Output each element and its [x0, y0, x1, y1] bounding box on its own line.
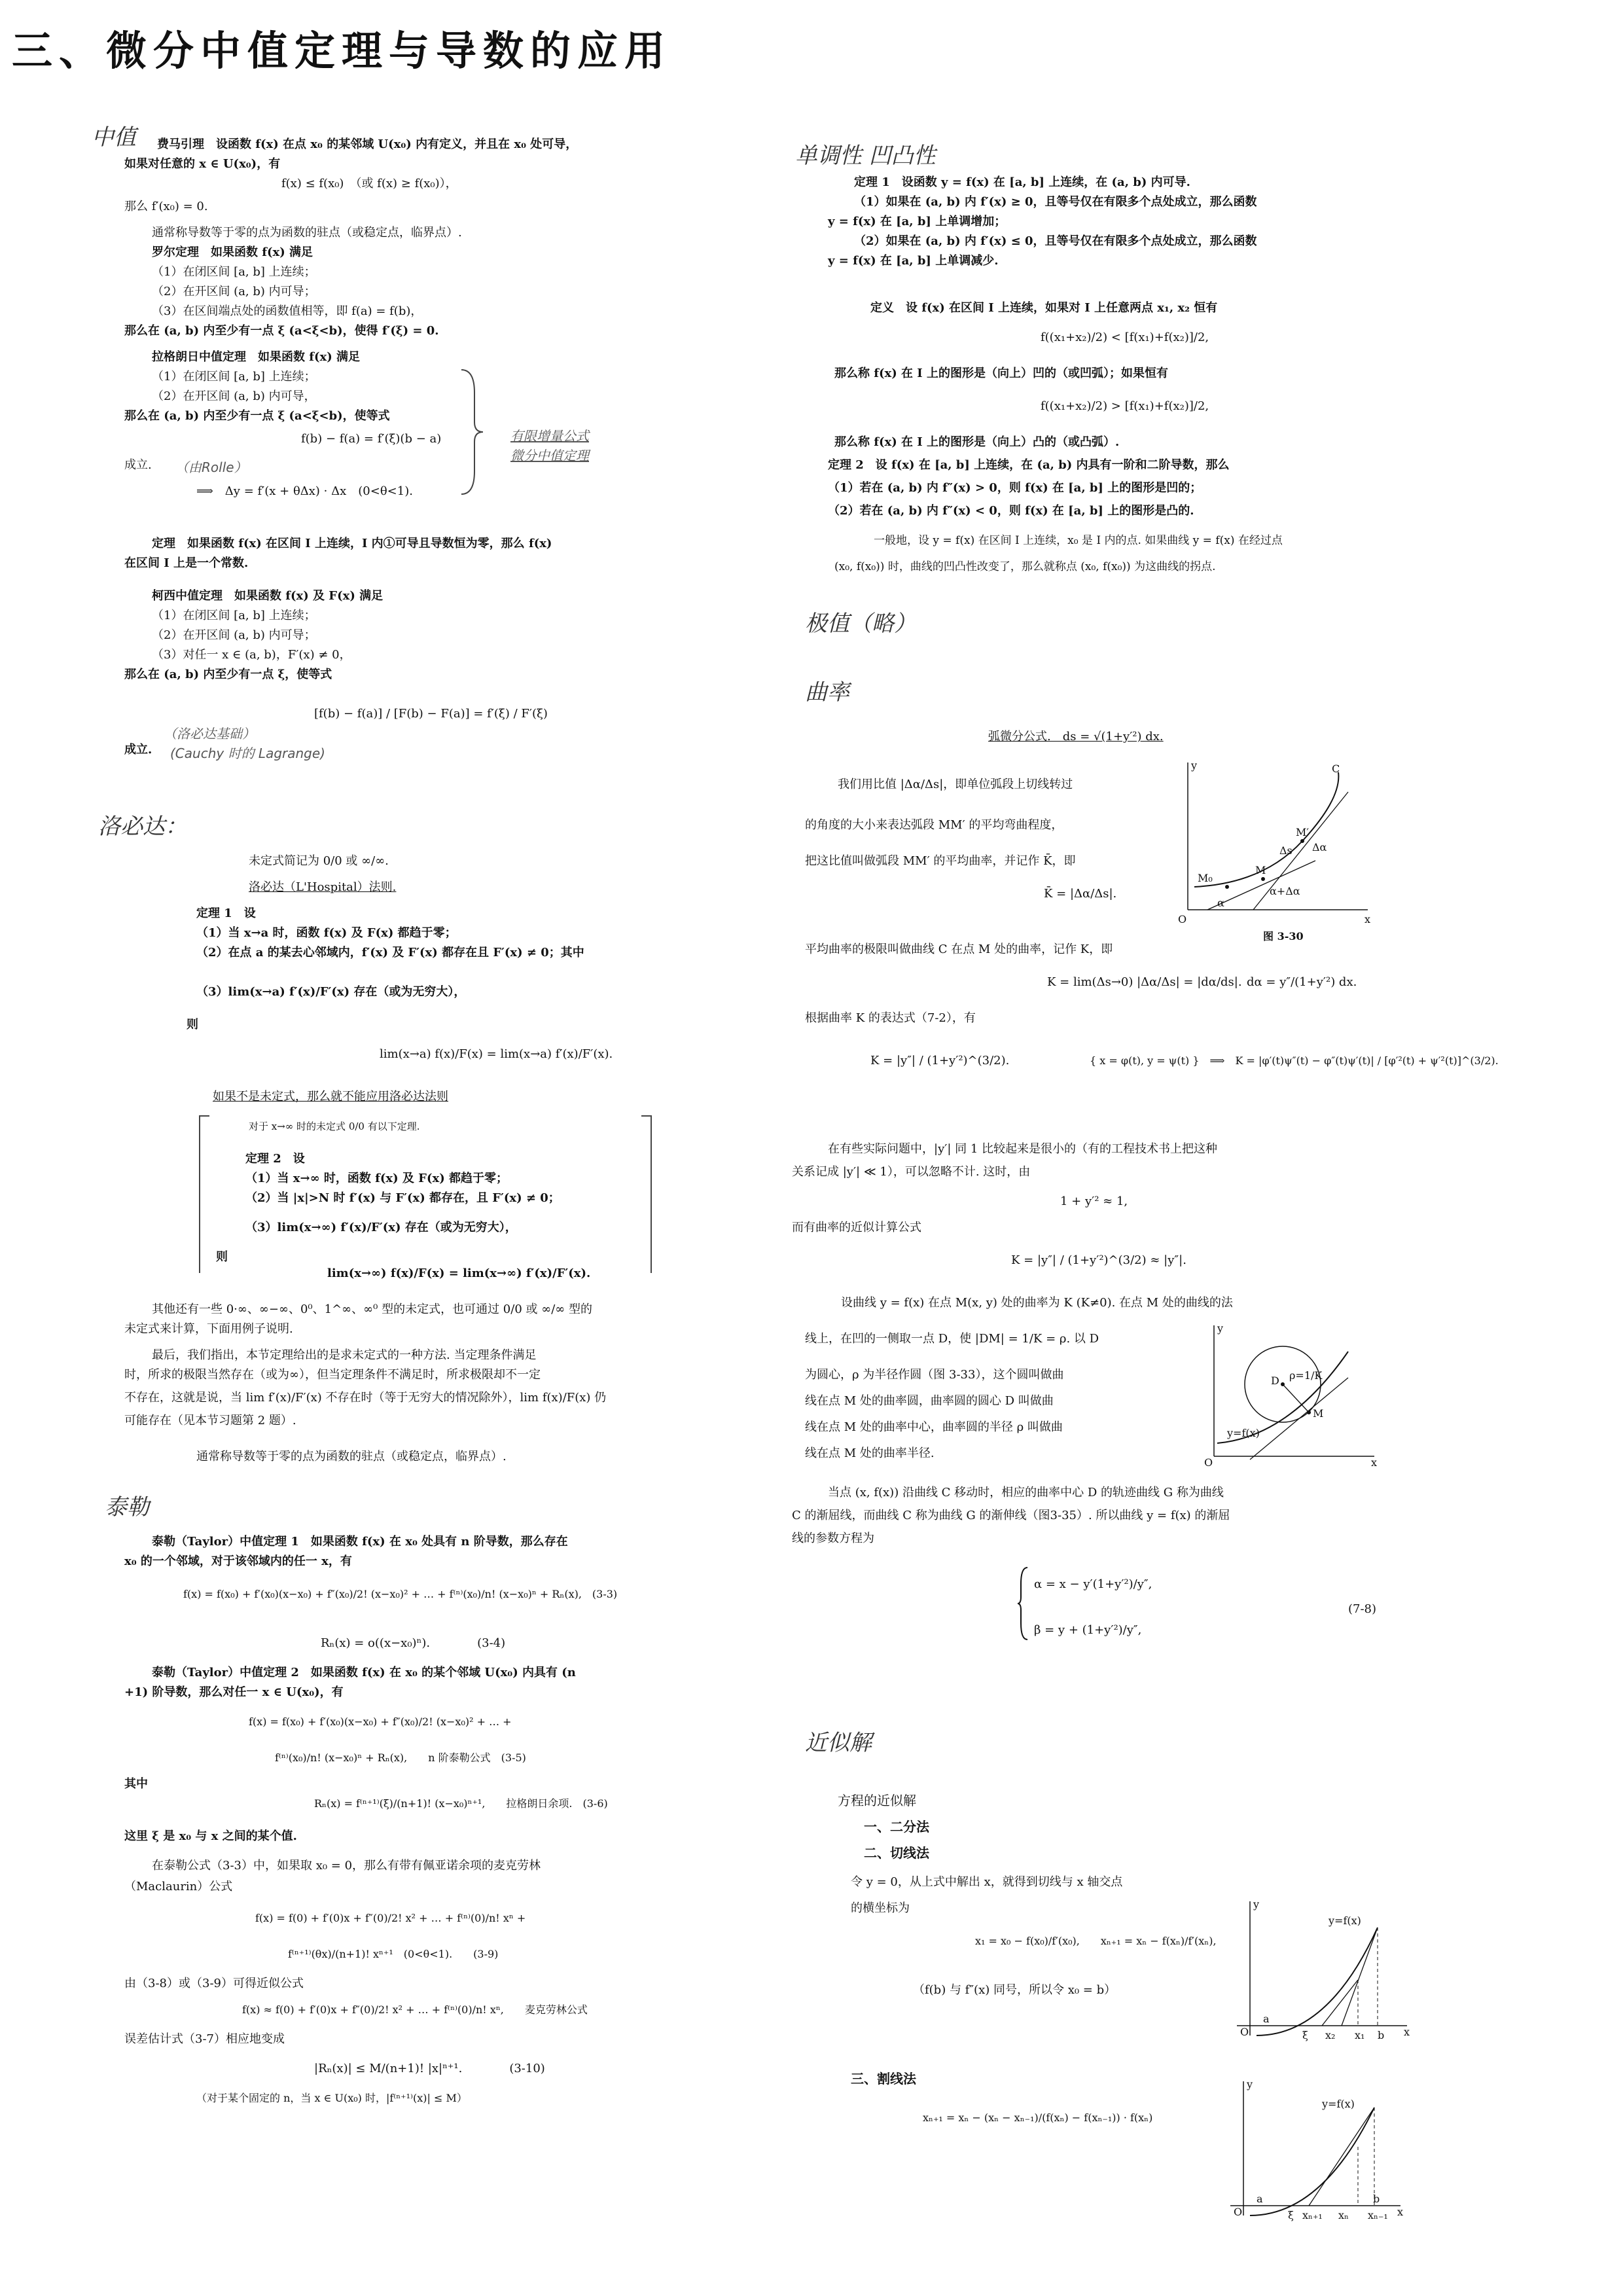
- lagrange-line: （1）在闭区间 [a, b] 上连续；: [152, 370, 316, 384]
- handwritten-note-youxian2: 微分中值定理: [510, 448, 589, 463]
- evolute-line: 当点 (x, f(x)) 沿曲线 C 移动时，相应的曲率中心 D 的轨迹曲线 G 称为曲线: [828, 1486, 1224, 1499]
- approx-heading: 一、二分法: [864, 1819, 929, 1835]
- monotone-line: （2）如果在 (a, b) 内 f′(x) ≤ 0，且等号仅在有限多个点处成立，那么函数: [854, 234, 1257, 248]
- fig-newton-yfx: y=f(x): [1329, 1914, 1361, 1927]
- fig-secant-a: a: [1257, 2193, 1263, 2205]
- cauchy-line: （2）在开区间 (a, b) 内可导；: [152, 628, 316, 642]
- figure-3-30: [1171, 756, 1381, 926]
- handwritten-note-jizhi: 极值（略）: [805, 611, 916, 637]
- curvature-line: 为圆心，ρ 为半径作圆（图 3-33），这个圆叫做曲: [805, 1368, 1064, 1382]
- taylor-formula: f⁽ⁿ⁺¹⁾(θx)/(n+1)! xⁿ⁺¹ (0<θ<1). (3-9): [288, 1948, 499, 1960]
- taylor-formula: f(x) = f(x₀) + f′(x₀)(x−x₀) + f″(x₀)/2! (x−x₀)² + … +: [249, 1715, 512, 1728]
- fig330-c: C: [1332, 762, 1340, 775]
- taylor-formula: f(x) ≈ f(0) + f′(0)x + f″(0)/2! x² + … + f⁽ⁿ⁾(0)/n! xⁿ, 麦克劳林公式: [242, 2003, 588, 2016]
- monotone-line: y = f(x) 在 [a, b] 上单调减少.: [828, 254, 999, 268]
- lhospital-line: 定理 1 设: [196, 906, 256, 920]
- taylor-formula: Rₙ(x) = o((x−x₀)ⁿ). (3-4): [321, 1636, 506, 1650]
- fig330-x: x: [1364, 913, 1371, 925]
- fig333-y: y: [1217, 1322, 1224, 1335]
- lagrange-line: 成立.: [124, 458, 152, 472]
- convex-line: （2）若在 (a, b) 内 f″(x) < 0，则 f(x) 在 [a, b] 上的图形是凸的.: [828, 504, 1194, 518]
- fig333-o: O: [1204, 1456, 1213, 1469]
- approx-heading: 方程的近似解: [838, 1793, 916, 1808]
- approx-formula: xₙ₊₁ = xₙ − (xₙ − xₙ₋₁)/(f(xₙ) − f(xₙ₋₁)) · f(xₙ): [923, 2111, 1153, 2124]
- fig330-alpha: α: [1217, 897, 1224, 909]
- lagrange-line: （2）在开区间 (a, b) 内可导，: [152, 389, 316, 403]
- taylor-line: 由（3-8）或（3-9）可得近似公式: [124, 1977, 304, 1990]
- curvature-line: 把这比值叫做弧段 MM′ 的平均曲率，并记作 K̄，即: [805, 854, 1076, 868]
- taylor-formula: f⁽ⁿ⁾(x₀)/n! (x−x₀)ⁿ + Rₙ(x), n 阶泰勒公式 (3-5): [275, 1751, 526, 1764]
- cauchy-line: 柯西中值定理 如果函数 f(x) 及 F(x) 满足: [152, 589, 383, 603]
- curvature-line: 平均曲率的极限叫做曲线 C 在点 M 处的曲率，记作 K，即: [805, 942, 1113, 956]
- lhospital-line: （3）lim(x→a) f′(x)/F′(x) 存在（或为无穷大），: [196, 985, 466, 999]
- convex-line: 那么称 f(x) 在 I 上的图形是（向上）凹的（或凹弧）；如果恒有: [834, 367, 1168, 380]
- lhospital-line: 如果不是未定式，那么就不能应用洛必达法则: [213, 1090, 448, 1103]
- curvature-formula: K = lim(Δs→0) |Δα/Δs| = |dα/ds|.: [1047, 975, 1242, 989]
- taylor-line: 泰勒（Taylor）中值定理 1 如果函数 f(x) 在 x₀ 处具有 n 阶导数，那么存在: [152, 1535, 568, 1549]
- rolle-line: 那么在 (a, b) 内至少有一点 ξ (a<ξ<b)，使得 f′(ξ) = 0.: [124, 324, 439, 338]
- fig330-ds: Δs: [1279, 844, 1293, 857]
- taylor-line: （对于某个固定的 n，当 x ∈ U(x₀) 时，|f⁽ⁿ⁺¹⁾(x)| ≤ M）: [196, 2092, 467, 2104]
- lhospital-line: （2）在点 a 的某去心邻域内，f′(x) 及 F′(x) 都存在且 F′(x) ≠ 0；其中: [196, 946, 584, 960]
- other-forms-line: 不存在，这就是说，当 lim f′(x)/F′(x) 不存在时（等于无穷大的情况除外），lim f(x)/F(x) 仍: [124, 1391, 607, 1405]
- fig-newton-xi: ξ: [1302, 2029, 1308, 2041]
- curvature-line: 线上，在凹的一侧取一点 D，使 |DM| = 1/K = ρ. 以 D: [805, 1332, 1099, 1346]
- fig330-da: Δα: [1312, 841, 1327, 853]
- fig333-x: x: [1371, 1456, 1378, 1469]
- cauchy-formula: [f(b) − f(a)] / [F(b) − F(a)] = f′(ξ) / F′(ξ): [314, 707, 548, 721]
- curvature-formula: K̄ = |Δα/Δs|.: [1044, 887, 1117, 901]
- fig-secant-xi: ξ: [1288, 2209, 1294, 2221]
- fig333-m: M: [1313, 1407, 1324, 1420]
- lhospital-line: （1）当 x→a 时，函数 f(x) 及 F(x) 都趋于零；: [196, 926, 457, 940]
- fig-secant-b: b: [1373, 2193, 1380, 2205]
- lhospital-line: 未定式简记为 0/0 或 ∞/∞.: [249, 854, 389, 868]
- fig-newton-x2: x₂: [1325, 2029, 1336, 2041]
- evolute-formula: α = x − y′(1+y′²)/y″,: [1034, 1577, 1152, 1591]
- fig333-d: D: [1271, 1374, 1279, 1387]
- rolle-line: （1）在闭区间 [a, b] 上连续；: [152, 265, 316, 279]
- other-forms-line: 时，所求的极限当然存在（或为∞），但当定理条件不满足时，所求极限却不一定: [124, 1368, 541, 1382]
- taylor-formula: f(x) = f(x₀) + f′(x₀)(x−x₀) + f″(x₀)/2! (x−x₀)² + … + f⁽ⁿ⁾(x₀)/n! (x−x₀)ⁿ + Rₙ(x), (3-3): [183, 1588, 618, 1600]
- convex-line: 那么称 f(x) 在 I 上的图形是（向上）凸的（或凸弧）.: [834, 435, 1120, 449]
- fig330-m: M: [1255, 864, 1266, 876]
- curvature-line: 线在点 M 处的曲率半径.: [805, 1446, 935, 1460]
- taylor-line: 其中: [124, 1777, 148, 1791]
- fermat-line: 费马引理 设函数 f(x) 在点 x₀ 的某邻域 U(x₀) 内有定义，并且在 x₀ 处可导，: [157, 137, 578, 151]
- taylor-formula: f(x) = f(0) + f′(0)x + f″(0)/2! x² + … + f⁽ⁿ⁾(0)/n! xⁿ +: [255, 1912, 526, 1924]
- fermat-line: 如果对任意的 x ∈ U(x₀)，有: [124, 157, 281, 171]
- other-forms-line: 其他还有一些 0·∞、∞−∞、0⁰、1^∞、∞⁰ 型的未定式，也可通过 0/0 或 ∞/∞ 型的: [152, 1302, 592, 1316]
- lhospital-line: 定理 2 设: [245, 1152, 305, 1166]
- other-forms-line: 未定式来计算，下面用例子说明.: [124, 1322, 293, 1336]
- lagrange-increment: ⟹ Δy = f′(x + θΔx) · Δx (0<θ<1).: [196, 484, 413, 498]
- other-forms-line: 可能存在（见本节习题第 2 题）.: [124, 1414, 296, 1427]
- handwritten-note-jinsi: 近似解: [805, 1730, 872, 1756]
- lhospital-line: 洛必达（L'Hospital）法则.: [249, 880, 397, 894]
- handwritten-note-dandiao: 单调性 凹凸性: [795, 143, 936, 169]
- taylor-line: +1) 阶导数，那么对任一 x ∈ U(x₀)，有: [124, 1685, 344, 1699]
- curvature-line: 根据曲率 K 的表达式（7-2），有: [805, 1011, 976, 1025]
- fig-newton-b: b: [1378, 2029, 1385, 2041]
- lagrange-formula: f(b) − f(a) = f′(ξ)(b − a): [301, 432, 442, 446]
- convex-line: 定义 设 f(x) 在区间 I 上连续，如果对 I 上任意两点 x₁, x₂ 恒有: [870, 301, 1218, 315]
- taylor-formula: |Rₙ(x)| ≤ M/(n+1)! |x|ⁿ⁺¹. (3-10): [314, 2062, 545, 2075]
- evolute-line: C 的渐屈线，而曲线 C 称为曲线 G 的渐伸线（图3-35）. 所以曲线 y = f(x) 的渐屈: [792, 1509, 1230, 1522]
- handwritten-note-cauchy2: (Cauchy 时的 Lagrange): [170, 745, 325, 761]
- approx-line: （f(b) 与 f″(x) 同号，所以令 x₀ = b）: [913, 1983, 1116, 1997]
- fermat-line: 那么 f′(x₀) = 0.: [124, 200, 208, 213]
- other-forms-line: 通常称导数等于零的点为函数的驻点（或稳定点，临界点）.: [196, 1450, 507, 1463]
- monotone-line: 定理 1 设函数 y = f(x) 在 [a, b] 上连续，在 (a, b) 内可导.: [854, 175, 1190, 189]
- convex-formula: f((x₁+x₂)/2) < [f(x₁)+f(x₂)]/2,: [1041, 331, 1209, 344]
- taylor-line: 泰勒（Taylor）中值定理 2 如果函数 f(x) 在 x₀ 的某个邻域 U(x₀) 内具有 (n: [152, 1666, 576, 1679]
- curvature-line: 设曲线 y = f(x) 在点 M(x, y) 处的曲率为 K (K≠0). 在点 M 处的曲线的法: [841, 1296, 1233, 1310]
- fig-newton-x1: x₁: [1355, 2029, 1365, 2041]
- const-theorem-line: 定理 如果函数 f(x) 在区间 I 上连续，I 内①可导且导数恒为零，那么 f(x): [152, 537, 552, 550]
- cauchy-line: （1）在闭区间 [a, b] 上连续；: [152, 609, 316, 622]
- handwritten-note-luobida: 洛必达：: [98, 814, 187, 840]
- convex-line: (x₀, f(x₀)) 时，曲线的凹凸性改变了，那么就称点 (x₀, f(x₀)) 为这曲线的拐点.: [834, 560, 1216, 573]
- monotone-line: y = f(x) 在 [a, b] 上单调增加；: [828, 215, 1007, 228]
- fig333-yfx: y=f(x): [1227, 1427, 1260, 1439]
- curvature-formula: 1 + y′² ≈ 1,: [1060, 1194, 1128, 1208]
- fig333-rho: ρ=1/K: [1289, 1369, 1323, 1382]
- curvature-line: 我们用比值 |Δα/Δs|，即单位弧段上切线转过: [838, 778, 1073, 791]
- curvature-line: 而有曲率的近似计算公式: [792, 1221, 921, 1234]
- curvature-formula: K = |y″| / (1+y′²)^(3/2) ≈ |y″|.: [1011, 1253, 1186, 1267]
- curvature-line: 在有些实际问题中，|y′| 同 1 比较起来是很小的（有的工程技术书上把这种: [828, 1142, 1217, 1156]
- lagrange-line: 拉格朗日中值定理 如果函数 f(x) 满足: [152, 350, 361, 364]
- fig-secant-xnm1: xₙ₋₁: [1368, 2209, 1388, 2221]
- figure-3-33: [1198, 1319, 1387, 1469]
- other-forms-line: 最后，我们指出，本节定理给出的是求未定式的一种方法. 当定理条件满足: [152, 1348, 537, 1362]
- fermat-formula: f(x) ≤ f(x₀) （或 f(x) ≥ f(x₀)），: [281, 177, 457, 190]
- handwritten-note-cauchy1: （洛必达基础）: [164, 726, 255, 742]
- lhospital-line: （2）当 |x|>N 时 f′(x) 与 F′(x) 都存在，且 F′(x) ≠ 0；: [245, 1191, 560, 1205]
- cauchy-line: 成立.: [124, 743, 152, 757]
- curvature-formula: { x = φ(t), y = ψ(t) } ⟹ K = |φ′(t)ψ″(t) − φ″(t)ψ′(t)| / [φ′²(t) + ψ′²(t)]^(3/2).: [1090, 1054, 1499, 1067]
- fig330-m0: M₀: [1198, 872, 1213, 884]
- taylor-line: 误差估计式（3-7）相应地变成: [124, 2032, 285, 2046]
- fig-secant-xn1: xₙ₊₁: [1302, 2209, 1323, 2221]
- curvature-line: 关系记成 |y′| ≪ 1），可以忽略不计. 这时，由: [792, 1165, 1031, 1179]
- fig-newton-a: a: [1263, 2013, 1270, 2025]
- curvature-line: 线在点 M 处的曲率圆，曲率圆的圆心 D 叫做曲: [805, 1394, 1054, 1408]
- figure-3-30-caption: 图 3-30: [1263, 930, 1304, 942]
- convex-line: （1）若在 (a, b) 内 f″(x) > 0，则 f(x) 在 [a, b] 上的图形是凹的；: [828, 481, 1202, 495]
- lhospital-line: （1）当 x→∞ 时，函数 f(x) 及 F(x) 都趋于零；: [245, 1172, 508, 1185]
- taylor-line: 在泰勒公式（3-3）中，如果取 x₀ = 0，那么有带有佩亚诺余项的麦克劳林: [152, 1859, 541, 1873]
- monotone-line: （1）如果在 (a, b) 内 f′(x) ≥ 0，且等号仅在有限多个点处成立，那么函数: [854, 195, 1257, 209]
- evolute-eq-number: (7-8): [1348, 1602, 1377, 1616]
- fig-secant-o: O: [1234, 2206, 1243, 2218]
- lhospital-line: 则: [187, 1018, 198, 1031]
- lhospital-formula: lim(x→∞) f(x)/F(x) = lim(x→∞) f′(x)/F′(x).: [327, 1266, 591, 1280]
- rolle-line: 罗尔定理 如果函数 f(x) 满足: [152, 245, 313, 259]
- curvature-line: 的角度的大小来表达弧段 MM′ 的平均弯曲程度，: [805, 818, 1063, 832]
- taylor-line: （Maclaurin）公式: [124, 1880, 233, 1893]
- approx-heading: 三、割线法: [851, 2071, 916, 2087]
- fig330-y: y: [1191, 759, 1198, 772]
- page-title: 三、微分中值定理与导数的应用: [12, 27, 672, 75]
- convex-line: 定理 2 设 f(x) 在 [a, b] 上连续，在 (a, b) 内具有一阶和二阶导数，那么: [828, 458, 1230, 472]
- fig-newton-o: O: [1240, 2026, 1249, 2038]
- convex-formula: f((x₁+x₂)/2) > [f(x₁)+f(x₂)]/2,: [1041, 399, 1209, 413]
- fig-secant-x: x: [1397, 2206, 1404, 2218]
- lhospital-line: 则: [216, 1250, 228, 1264]
- brace-icon: [458, 367, 484, 497]
- fig-secant-yfx: y=f(x): [1322, 2098, 1355, 2110]
- approx-heading: 二、切线法: [864, 1845, 929, 1861]
- approx-line: 令 y = 0，从上式中解出 x，就得到切线与 x 轴交点: [851, 1875, 1123, 1889]
- cauchy-line: 那么在 (a, b) 内至少有一点 ξ，使等式: [124, 668, 332, 681]
- fig330-o: O: [1178, 913, 1187, 925]
- fermat-line: 通常称导数等于零的点为函数的驻点（或稳定点，临界点）.: [152, 226, 462, 240]
- handwritten-note-youxian1: 有限增量公式: [510, 428, 589, 444]
- rolle-line: （2）在开区间 (a, b) 内可导；: [152, 285, 316, 298]
- evolute-line: 线的参数方程为: [792, 1532, 874, 1545]
- lhospital-line: （3）lim(x→∞) f′(x)/F′(x) 存在（或为无穷大），: [245, 1221, 517, 1234]
- fig-secant-xn: xₙ: [1338, 2209, 1349, 2221]
- curvature-line: 线在点 M 处的曲率中心，曲率圆的半径 ρ 叫做曲: [805, 1420, 1063, 1434]
- const-theorem-line: 在区间 I 上是一个常数.: [124, 556, 249, 570]
- fig330-alpha2: α+Δα: [1270, 885, 1300, 897]
- curvature-line: 弧微分公式. ds = √(1+y′²) dx.: [988, 730, 1164, 744]
- rolle-line: （3）在区间端点处的函数值相等，即 f(a) = f(b)，: [152, 304, 423, 318]
- lhospital-line: 对于 x→∞ 时的未定式 0/0 有以下定理.: [249, 1121, 420, 1132]
- fig330-m2: M′: [1296, 826, 1310, 838]
- cauchy-line: （3）对任一 x ∈ (a, b)，F′(x) ≠ 0，: [152, 648, 351, 662]
- figure-newton: [1217, 1895, 1414, 2045]
- evolute-formula: β = y + (1+y′²)/y″,: [1034, 1623, 1142, 1637]
- taylor-formula: Rₙ(x) = f⁽ⁿ⁺¹⁾(ξ)/(n+1)! (x−x₀)ⁿ⁺¹, 拉格朗日余项. (3-6): [314, 1797, 608, 1810]
- taylor-line: 这里 ξ 是 x₀ 与 x 之间的某个值.: [124, 1829, 297, 1843]
- fig-newton-y: y: [1253, 1898, 1260, 1910]
- lhospital-formula: lim(x→a) f(x)/F(x) = lim(x→a) f′(x)/F′(x).: [380, 1047, 613, 1061]
- handwritten-note-taile: 泰勒: [105, 1494, 149, 1520]
- lagrange-line: 那么在 (a, b) 内至少有一点 ξ (a<ξ<b)，使等式: [124, 409, 390, 423]
- fig-newton-x: x: [1404, 2026, 1410, 2038]
- fig-secant-y: y: [1247, 2078, 1253, 2090]
- approx-line: 的横坐标为: [851, 1901, 910, 1915]
- handwritten-note-qulv: 曲率: [805, 679, 849, 706]
- figure-secant: [1211, 2075, 1407, 2225]
- approx-formula: x₁ = x₀ − f(x₀)/f′(x₀), xₙ₊₁ = xₙ − f(xₙ)/f′(xₙ),: [975, 1935, 1217, 1947]
- curvature-formula: dα = y″/(1+y′²) dx.: [1247, 975, 1357, 989]
- brace-icon: [1018, 1564, 1031, 1643]
- convex-line: 一般地，设 y = f(x) 在区间 I 上连续，x₀ 是 I 内的点. 如果曲线 y = f(x) 在经过点: [874, 534, 1283, 547]
- handwritten-note-zhongzhi: 中值: [92, 124, 136, 151]
- curvature-formula: K = |y″| / (1+y′²)^(3/2).: [870, 1054, 1010, 1067]
- taylor-line: x₀ 的一个邻域，对于该邻域内的任一 x，有: [124, 1554, 352, 1568]
- handwritten-note-rolle: （由Rolle）: [175, 459, 247, 475]
